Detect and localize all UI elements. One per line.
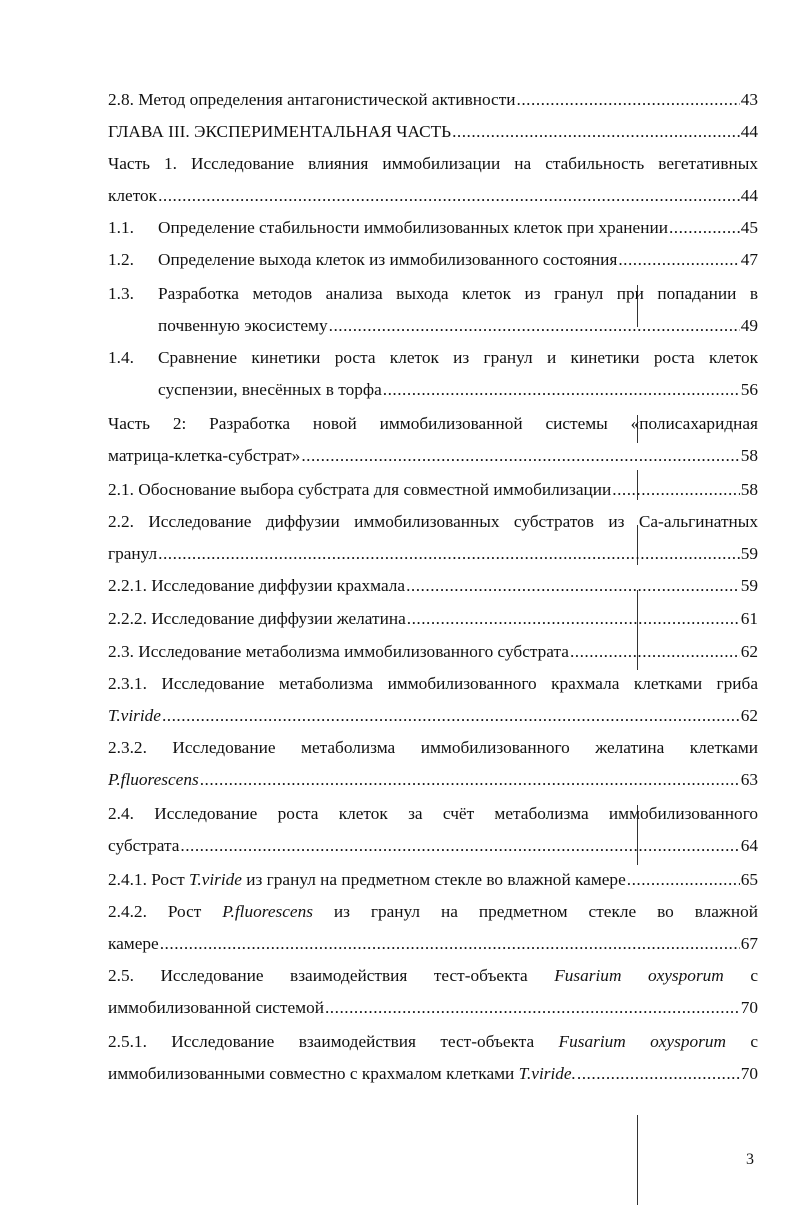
toc-leader	[452, 118, 740, 146]
toc-entry-title: 2.3.2. Исследование метаболизма иммобилизованного желатина клетками	[108, 738, 758, 757]
toc-entry-title: 2.2. Исследование диффузии иммобилизованных субстратов из Са-альгинатных	[108, 512, 758, 531]
toc-entry-text: с	[723, 966, 758, 985]
toc-page-number: 65	[740, 870, 758, 889]
toc-leader	[570, 638, 740, 666]
toc-entry-line1	[108, 508, 758, 536]
toc-entry-species-name: T.viride	[108, 706, 161, 725]
toc-leader	[158, 540, 740, 568]
toc-entry-title: 2.2.1. Исследование диффузии крахмала	[108, 576, 406, 595]
toc-entry-species-name: P.fluorescens	[222, 902, 313, 921]
toc-entry-title-cont: камере	[108, 934, 159, 953]
toc-page-number: 62	[740, 706, 758, 725]
toc-page-number: 63	[740, 770, 758, 789]
toc-entry	[108, 572, 758, 600]
toc-entry-title	[108, 866, 626, 894]
toc-entry-title-cont: почвенную экосистему	[158, 316, 328, 335]
toc-page-number: 59	[740, 544, 758, 563]
toc-leader	[162, 702, 740, 730]
toc-entry-text: 2.4.1. Рост	[108, 870, 189, 889]
toc-leader	[669, 214, 740, 242]
toc-entry-line2	[158, 376, 758, 404]
toc-entry-line1	[158, 344, 758, 372]
toc-part-entry-line1	[108, 150, 758, 178]
toc-entry-species-name: T.viride	[189, 870, 242, 889]
toc-entry-line1	[158, 280, 758, 308]
toc-entry-text: 2.5. Исследование взаимодействия тест-объекта	[108, 966, 555, 985]
toc-entry-title: 2.2.2. Исследование диффузии желатина	[108, 609, 406, 628]
toc-entry-text: с	[725, 1032, 758, 1051]
toc-entry-title: Сравнение кинетики роста клеток из гранул и кинетики роста клеток	[158, 348, 758, 367]
scan-artifact-line	[637, 1115, 638, 1205]
toc-page-number: 45	[740, 218, 758, 237]
toc-part-entry-line2	[108, 442, 758, 470]
toc-leader	[517, 86, 740, 114]
toc-page-number: 58	[740, 446, 758, 465]
toc-entry-title: 2.3. Исследование метаболизма иммобилизованного субстрата	[108, 642, 569, 661]
toc-page-number: 44	[740, 122, 758, 141]
toc-entry-line1	[108, 800, 758, 828]
toc-entry-title	[108, 898, 758, 926]
toc-leader	[577, 1060, 740, 1088]
toc-page-number: 70	[740, 998, 758, 1017]
toc-entry-title: Определение выхода клеток из иммобилизованного состояния	[158, 250, 618, 269]
toc-entry-line1	[108, 898, 758, 926]
toc-page-number: 67	[740, 934, 758, 953]
toc-entry-line1	[108, 734, 758, 762]
toc-entry-title: Разработка методов анализа выхода клеток из гранул при попадании в	[158, 284, 758, 303]
toc-entry-text: иммобилизованными совместно с крахмалом клетками	[108, 1064, 519, 1083]
toc-entry-title-cont: иммобилизованной системой	[108, 998, 324, 1017]
toc-leader	[301, 442, 739, 470]
toc-entry-species-name: Fusarium oxysporum	[558, 1032, 726, 1051]
toc-entry-title: ГЛАВА III. ЭКСПЕРИМЕНТАЛЬНАЯ ЧАСТЬ	[108, 122, 452, 141]
toc-entry-line2	[108, 702, 758, 730]
toc-entry-text: 2.4.2. Рост	[108, 902, 223, 921]
toc-leader	[407, 605, 740, 633]
toc-entry-title: 2.3.1. Исследование метаболизма иммобилизованного крахмала клетками гриба	[108, 674, 758, 693]
toc-entry-line2	[108, 930, 758, 958]
toc-entry-title	[108, 1028, 758, 1056]
toc-page-number: 61	[740, 609, 758, 628]
toc-leader	[329, 312, 740, 340]
toc-entry-number: 1.2.	[108, 250, 134, 269]
toc-part-entry-line1	[108, 410, 758, 438]
toc-page-number: 47	[740, 250, 758, 269]
toc-entry-species-name: Fusarium oxysporum	[554, 966, 724, 985]
toc-leader	[158, 182, 740, 210]
toc-leader	[200, 766, 740, 794]
toc-entry-title: 2.8. Метод определения антагонистической активности	[108, 90, 516, 109]
toc-entry	[158, 246, 758, 274]
toc-entry-species-name: P.fluorescens	[108, 770, 199, 789]
toc-page-number: 59	[740, 576, 758, 595]
toc-entry-title: 2.4. Исследование роста клеток за счёт метаболизма иммобилизованного	[108, 804, 758, 823]
toc-entry-line2	[108, 1060, 758, 1088]
toc-leader	[612, 476, 739, 504]
toc-leader	[383, 376, 740, 404]
toc-page-number: 44	[740, 186, 758, 205]
toc-page-number: 70	[740, 1064, 758, 1083]
toc-part-entry-line2	[108, 182, 758, 210]
toc-entry-number: 1.1.	[108, 218, 134, 237]
toc-entry-species-name: T.viride.	[518, 1064, 576, 1083]
toc-page-number: 56	[740, 380, 758, 399]
toc-entry-title-cont: матрица-клетка-субстрат»	[108, 446, 301, 465]
toc-entry	[108, 866, 758, 894]
toc-entry-line1	[108, 1028, 758, 1056]
toc-leader	[325, 994, 740, 1022]
toc-page-number: 62	[740, 642, 758, 661]
toc-page-number: 64	[740, 836, 758, 855]
toc-entry-line2	[108, 540, 758, 568]
toc-entry	[108, 476, 758, 504]
toc-entry-text: из гранул на предметном стекле во влажной	[312, 902, 758, 921]
toc-entry-title-cont: суспензии, внесённых в торфа	[158, 380, 382, 399]
toc-entry-title-cont: клеток	[108, 186, 158, 205]
toc-leader	[627, 866, 740, 894]
toc-entry-number: 1.4.	[108, 348, 134, 367]
toc-entry-number: 1.3.	[108, 284, 134, 303]
toc-entry-text: 2.5.1. Исследование взаимодействия тест-объекта	[108, 1032, 559, 1051]
toc-entry	[108, 86, 758, 114]
toc-entry-text: из гранул на предметном стекле во влажной камере	[241, 870, 626, 889]
toc-entry-line2	[108, 832, 758, 860]
toc-leader	[618, 246, 739, 274]
toc-entry-title: Часть 1. Исследование влияния иммобилизации на стабильность вегетативных	[108, 154, 758, 173]
toc-entry-line2	[108, 994, 758, 1022]
toc-entry-line1	[108, 962, 758, 990]
toc-entry-title: Определение стабильности иммобилизованных клеток при хранении	[158, 218, 668, 237]
toc-entry	[158, 214, 758, 242]
toc-entry-title-cont	[108, 1060, 576, 1088]
toc-entry	[108, 638, 758, 666]
toc-entry-line2	[158, 312, 758, 340]
toc-leader	[406, 572, 740, 600]
toc-entry-title: 2.1. Обоснование выбора субстрата для совместной иммобилизации	[108, 480, 612, 499]
toc-chapter-entry	[108, 118, 758, 146]
toc-page-number: 58	[740, 480, 758, 499]
toc-page-number: 43	[740, 90, 758, 109]
toc-leader	[160, 930, 740, 958]
toc-leader	[180, 832, 739, 860]
toc-entry-title-cont: субстрата	[108, 836, 180, 855]
toc-page-number: 49	[740, 316, 758, 335]
toc-entry-title: Часть 2: Разработка новой иммобилизованной системы «полисахаридная	[108, 414, 758, 433]
page-folio-number: 3	[746, 1151, 754, 1168]
toc-entry-line2	[108, 766, 758, 794]
toc-entry-title	[108, 962, 758, 990]
toc-entry-title-cont: гранул	[108, 544, 158, 563]
toc-entry-line1	[108, 670, 758, 698]
toc-entry	[108, 605, 758, 633]
